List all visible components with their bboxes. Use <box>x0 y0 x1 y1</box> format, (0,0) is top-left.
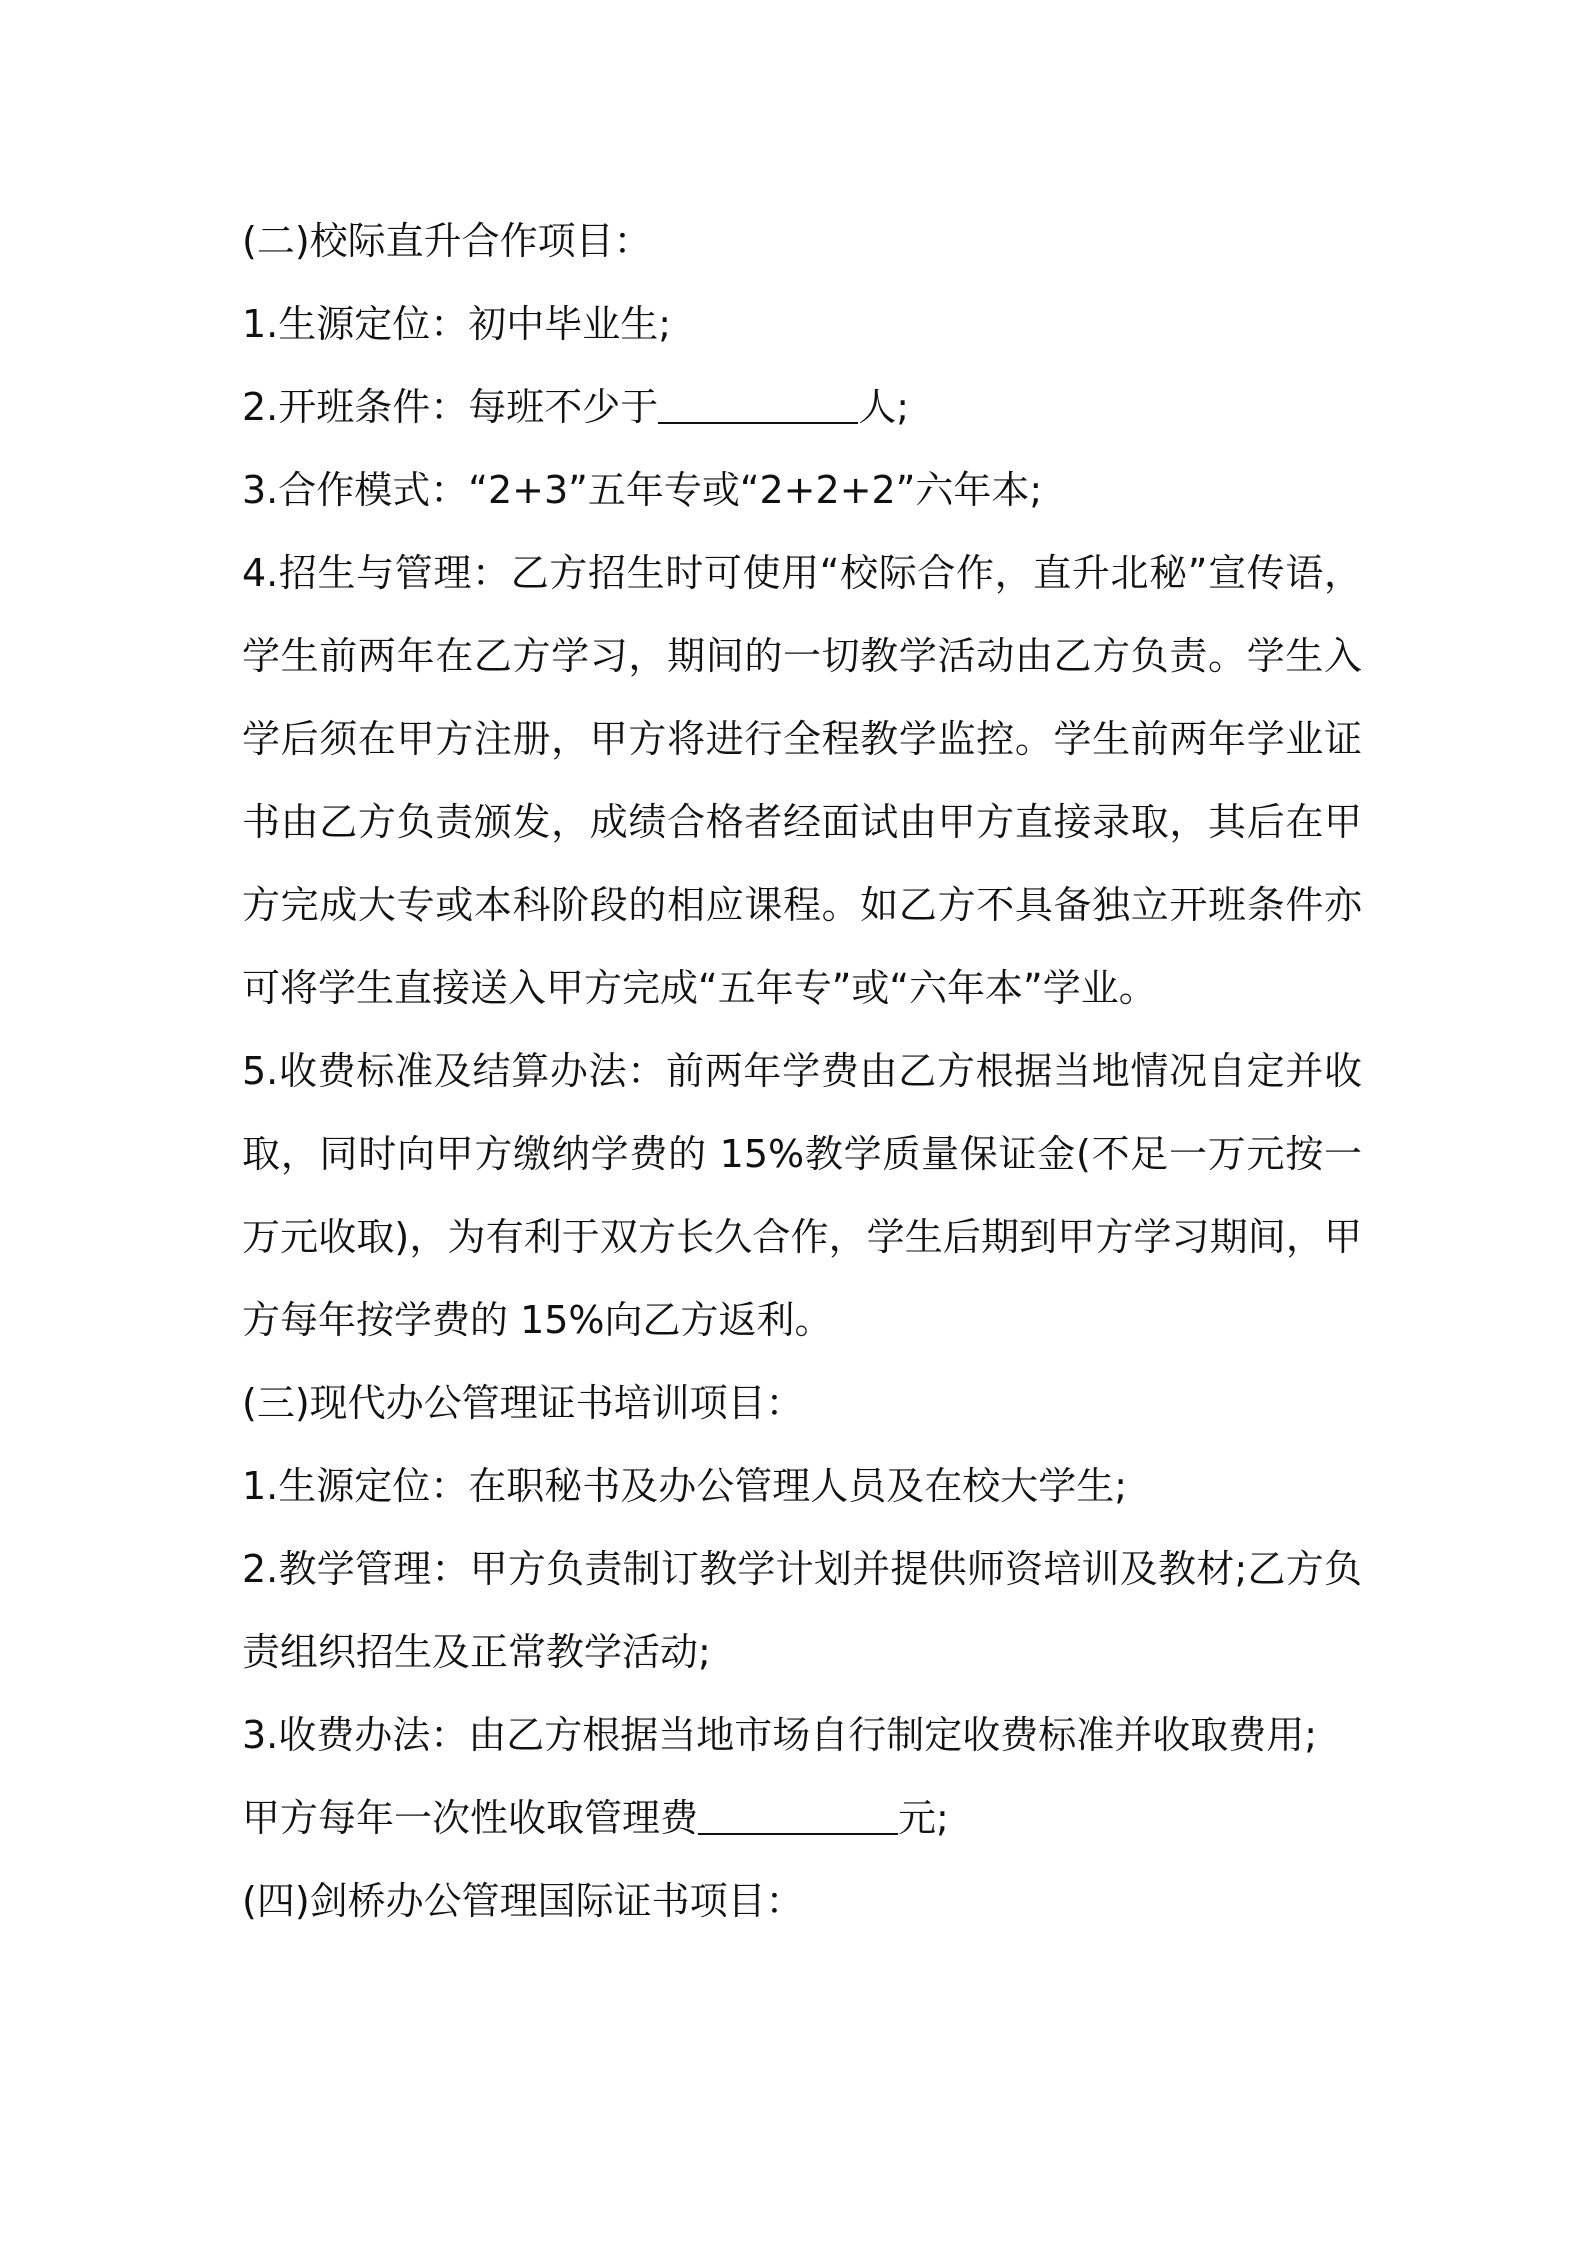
document-body <box>242 200 1362 1943</box>
section-2-item-3: 3.合作模式：“2+3”五年专或“2+2+2”六年本; <box>242 468 1043 512</box>
section-3-item-2: 2.教学管理：甲方负责制订教学计划并提供师资培训及教材;乙方负责组织招生及正常教学活动; <box>242 1547 1362 1674</box>
blank-line <box>698 1785 898 1835</box>
section-3-item-3: 3.收费办法：由乙方根据当地市场自行制定收费标准并收取费用; <box>242 1713 1318 1757</box>
blank-line <box>658 374 858 424</box>
section-3-item-3-fee-unit: 元; <box>898 1796 949 1840</box>
section-3-item-3-fee-text: 甲方每年一次性收取管理费 <box>242 1796 699 1840</box>
section-heading-3: (三)现代办公管理证书培训项目： <box>242 1381 804 1425</box>
section-2-item-2 <box>242 366 1362 449</box>
section-3-item-1: 1.生源定位：在职秘书及办公管理人员及在校大学生; <box>242 1464 1128 1508</box>
section-2-item-1: 1.生源定位：初中毕业生; <box>242 302 672 346</box>
section-heading-2: (二)校际直升合作项目： <box>242 219 652 263</box>
section-2-item-2-unit: 人; <box>858 385 910 429</box>
section-3-item-3-fee <box>242 1777 1362 1860</box>
section-2-item-4: 4.招生与管理：乙方招生时可使用“校际合作，直升北秘”宣传语，学生前两年在乙方学习，期间的一切教学活动由乙方负责。学生入学后须在甲方注册，甲方将进行全程教学监控。学生前两年学业证书由乙方负责颁发，成绩合格者经面试由甲方直接录取，其后在甲方完成大专或本科阶段的相应课程。如乙方不具备独立开班条件亦可将学生直接送入甲方完成“五年专”或“六年本”学业。 <box>242 551 1362 1010</box>
section-2-item-2-text: 2.开班条件：每班不少于 <box>242 385 659 429</box>
section-heading-4: (四)剑桥办公管理国际证书项目： <box>242 1879 804 1923</box>
section-2-item-5: 5.收费标准及结算办法：前两年学费由乙方根据当地情况自定并收取，同时向甲方缴纳学费的 15%教学质量保证金(不足一万元按一万元收取)，为有利于双方长久合作，学生后期到甲方学习期间，甲方每年按学费的 15%向乙方返利。 <box>242 1049 1362 1342</box>
